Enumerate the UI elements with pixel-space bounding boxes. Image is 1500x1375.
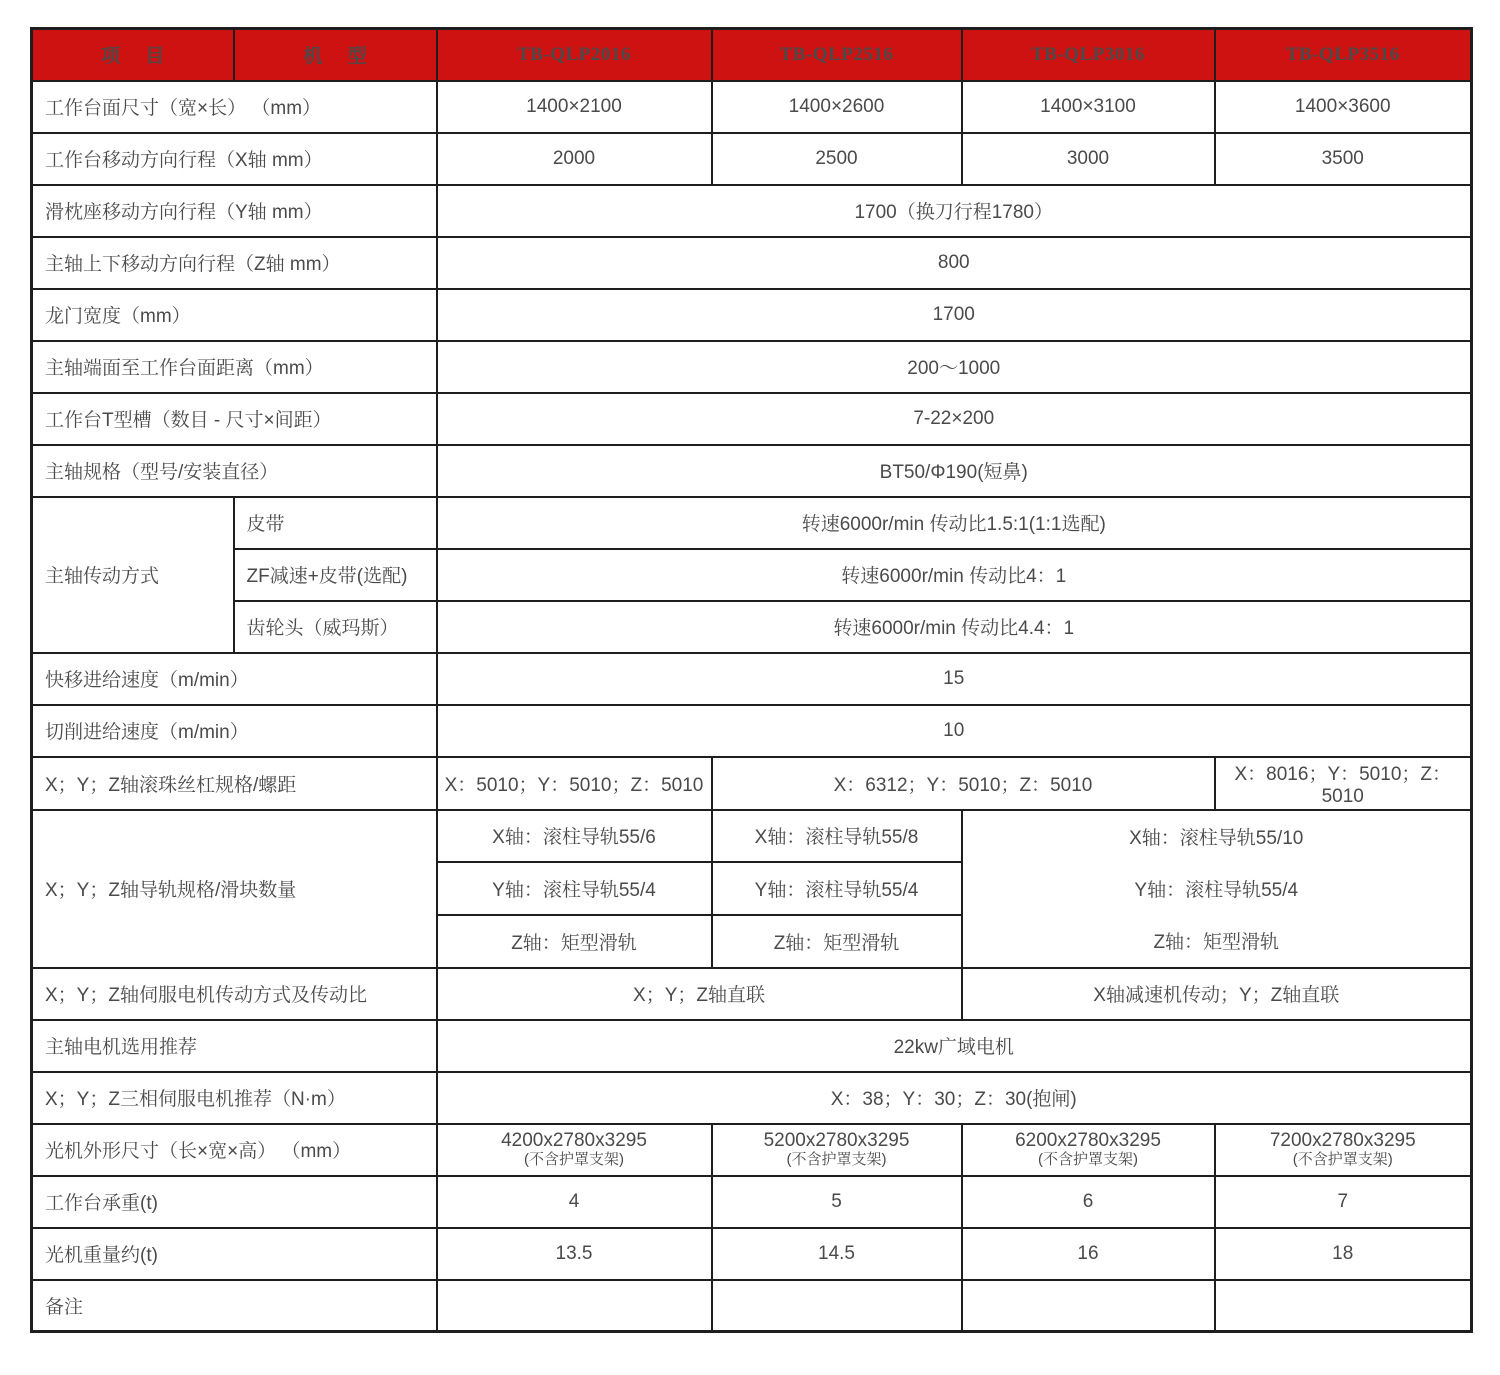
spec-value: 13.5 (437, 1228, 712, 1280)
row-dimensions (32, 1124, 1472, 1176)
row-servo-motor (32, 1072, 1472, 1124)
spec-value: X：8016；Y：5010；Z：5010 (1215, 757, 1472, 810)
spec-value: 3000 (962, 133, 1215, 185)
spec-value: X轴减速机传动；Y；Z轴直联 (962, 968, 1472, 1020)
row-guideway-x (32, 810, 1472, 863)
spec-value: 1700（换刀行程1780） (437, 185, 1472, 237)
spec-label: 滑枕座移动方向行程（Y轴 mm） (32, 185, 437, 237)
spec-label: 主轴传动方式 (32, 497, 234, 653)
header-item: 项 目 (32, 29, 234, 81)
spec-value: X轴：滚柱导轨55/10 (1129, 828, 1304, 849)
spec-value: BT50/Φ190(短鼻) (437, 445, 1472, 497)
header-model-tb-qlp2016: TB-QLP2016 (437, 29, 712, 81)
row-rapid-feed (32, 653, 1472, 705)
spec-label: 主轴电机选用推荐 (32, 1020, 437, 1072)
spec-label: 主轴端面至工作台面距离（mm） (32, 341, 437, 393)
spec-label: 光机外形尺寸（长×宽×高） （mm） (32, 1124, 437, 1176)
header-model: 机 型 (234, 29, 437, 81)
spec-label: 切削进给速度（m/min） (32, 705, 437, 757)
spec-table (30, 27, 1473, 1333)
spec-value: 4 (437, 1176, 712, 1228)
header-model-tb-qlp2516: TB-QLP2516 (712, 29, 962, 81)
spec-value (1215, 1124, 1472, 1176)
spec-label: 工作台面尺寸（宽×长） （mm） (32, 81, 437, 133)
spec-value: 1700 (437, 289, 1472, 341)
spec-value (437, 1280, 712, 1332)
spec-sublabel: 齿轮头（威玛斯） (234, 601, 437, 653)
row-servo-drive (32, 968, 1472, 1020)
row-y-travel (32, 185, 1472, 237)
spec-value: 15 (437, 653, 1472, 705)
spec-value: 16 (962, 1228, 1215, 1280)
row-table-size (32, 81, 1472, 133)
spec-value: X轴：滚柱导轨55/8 (712, 810, 962, 863)
spec-label: 龙门宽度（mm） (32, 289, 437, 341)
spec-value: 5 (712, 1176, 962, 1228)
spec-value: X；Y；Z轴直联 (437, 968, 962, 1020)
spec-value: X轴：滚柱导轨55/6 (437, 810, 712, 863)
row-ballscrew (32, 757, 1472, 810)
spec-label: 快移进给速度（m/min） (32, 653, 437, 705)
spec-label: 主轴上下移动方向行程（Z轴 mm） (32, 237, 437, 289)
dimension-note: (不含护罩支架) (786, 1151, 887, 1169)
spec-value-merged (962, 810, 1472, 968)
row-spindle-drive-gear (32, 601, 1472, 653)
spec-label: 工作台T型槽（数目 - 尺寸×间距） (32, 393, 437, 445)
spec-value: 1400×3100 (962, 81, 1215, 133)
spec-label: X；Y；Z轴滚珠丝杠规格/螺距 (32, 757, 437, 810)
row-t-slot (32, 393, 1472, 445)
spec-label: 主轴规格（型号/安装直径） (32, 445, 437, 497)
header-model-tb-qlp3016: TB-QLP3016 (962, 29, 1215, 81)
spec-value: 6 (962, 1176, 1215, 1228)
spec-label: 工作台承重(t) (32, 1176, 437, 1228)
spec-value: 3500 (1215, 133, 1472, 185)
spec-label: X；Y；Z轴导轨规格/滑块数量 (32, 810, 437, 968)
spec-value: 22kw广域电机 (437, 1020, 1472, 1072)
spec-sublabel: ZF减速+皮带(选配) (234, 549, 437, 601)
dimension-note: (不含护罩支架) (1038, 1151, 1138, 1169)
row-x-travel (32, 133, 1472, 185)
row-spindle-drive-zf (32, 549, 1472, 601)
spec-value (962, 1124, 1215, 1176)
row-spindle-drive-belt (32, 497, 1472, 549)
row-spindle-motor (32, 1020, 1472, 1072)
spec-value: 转速6000r/min 传动比4.4：1 (437, 601, 1472, 653)
spec-value (1215, 1280, 1472, 1332)
spec-label: 工作台移动方向行程（X轴 mm） (32, 133, 437, 185)
spec-value: Z轴：矩型滑轨 (1153, 932, 1280, 953)
row-spindle-spec (32, 445, 1472, 497)
spec-value: 2000 (437, 133, 712, 185)
spec-value: 200～1000 (437, 341, 1472, 393)
spec-value: Z轴：矩型滑轨 (712, 915, 962, 968)
spec-value: X：38；Y：30；Z：30(抱闸) (437, 1072, 1472, 1124)
row-machine-weight (32, 1228, 1472, 1280)
spec-value: 10 (437, 705, 1472, 757)
spec-sublabel: 皮带 (234, 497, 437, 549)
spec-value: X：5010；Y：5010；Z：5010 (437, 757, 712, 810)
header-row (32, 29, 1472, 81)
spec-value: 1400×2600 (712, 81, 962, 133)
row-table-load (32, 1176, 1472, 1228)
spec-value: 2500 (712, 133, 962, 185)
spec-value: 1400×2100 (437, 81, 712, 133)
spec-value: 1400×3600 (1215, 81, 1472, 133)
guideway-merged-stack (963, 811, 1471, 967)
dimension-note: (不含护罩支架) (1292, 1151, 1393, 1169)
spec-value (962, 1280, 1215, 1332)
spec-value (712, 1280, 962, 1332)
row-remark (32, 1280, 1472, 1332)
row-spindle-to-table (32, 341, 1472, 393)
spec-value: Z轴：矩型滑轨 (437, 915, 712, 968)
dimension-value: 5200x2780x3295 (763, 1130, 910, 1152)
dimension-value: 6200x2780x3295 (1015, 1130, 1161, 1152)
spec-value: Y轴：滚柱导轨55/4 (1134, 880, 1299, 901)
spec-value: 18 (1215, 1228, 1472, 1280)
row-z-travel (32, 237, 1472, 289)
spec-label: X；Y；Z三相伺服电机推荐（N·m） (32, 1072, 437, 1124)
spec-value: X：6312；Y：5010；Z：5010 (712, 757, 1215, 810)
dimension-value: 4200x2780x3295 (501, 1130, 647, 1152)
spec-value: 转速6000r/min 传动比1.5:1(1:1选配) (437, 497, 1472, 549)
dimension-value: 7200x2780x3295 (1269, 1130, 1416, 1152)
spec-value: 转速6000r/min 传动比4：1 (437, 549, 1472, 601)
row-cutting-feed (32, 705, 1472, 757)
spec-value: 14.5 (712, 1228, 962, 1280)
spec-value: Y轴：滚柱导轨55/4 (712, 862, 962, 915)
spec-value: 7-22×200 (437, 393, 1472, 445)
spec-value (437, 1124, 712, 1176)
spec-label: X；Y；Z轴伺服电机传动方式及传动比 (32, 968, 437, 1020)
spec-value: 7 (1215, 1176, 1472, 1228)
spec-value (712, 1124, 962, 1176)
spec-value: 800 (437, 237, 1472, 289)
dimension-note: (不含护罩支架) (524, 1151, 624, 1169)
spec-value: Y轴：滚柱导轨55/4 (437, 862, 712, 915)
header-model-tb-qlp3516: TB-QLP3516 (1215, 29, 1472, 81)
spec-label: 备注 (32, 1280, 437, 1332)
spec-label: 光机重量约(t) (32, 1228, 437, 1280)
row-gantry-width (32, 289, 1472, 341)
